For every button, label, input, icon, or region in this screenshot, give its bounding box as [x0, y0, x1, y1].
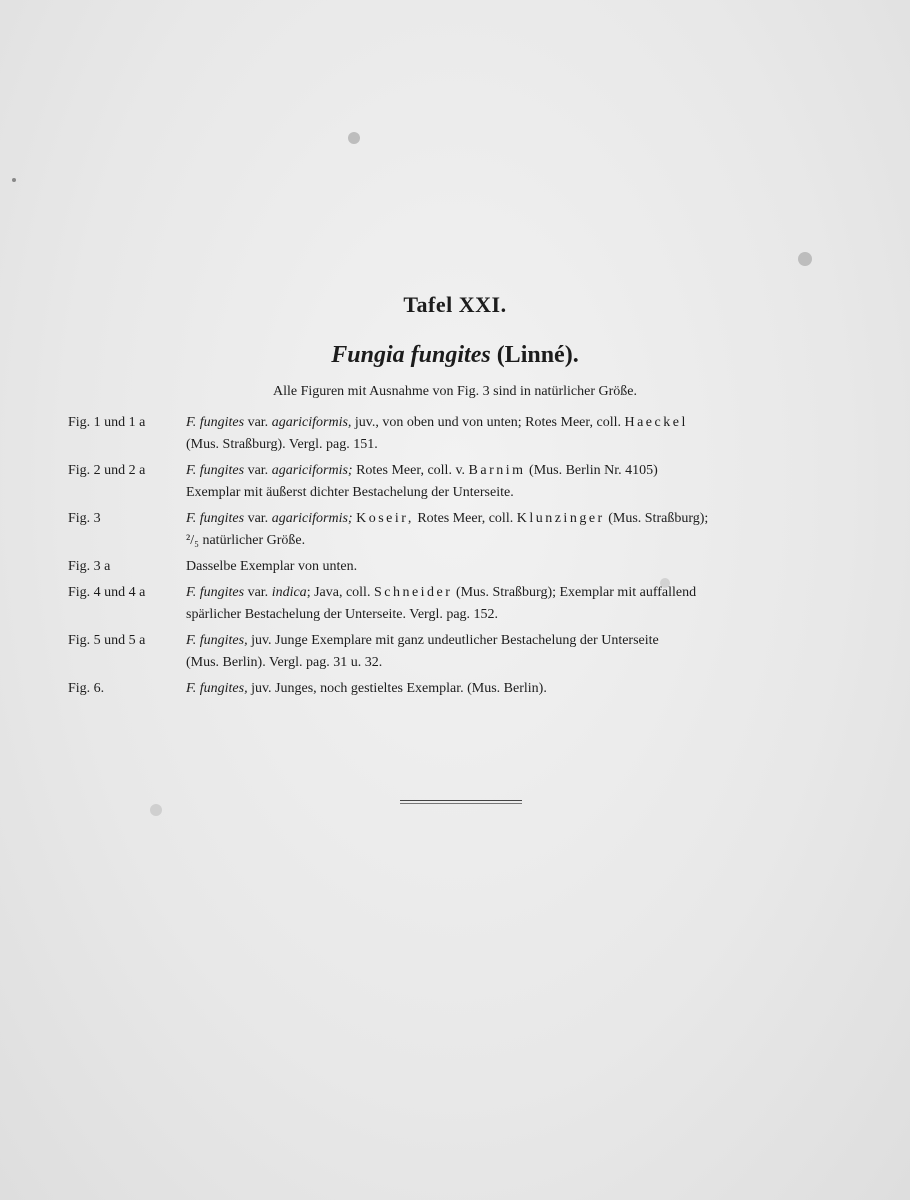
- description-text: juv. Junge Exemplare mit ganz undeutlicher Bestachelung der Unterseite: [247, 633, 659, 648]
- taxon-name: F. fungites,: [186, 681, 248, 696]
- figure-label: Fig. 3 a: [68, 559, 111, 574]
- figure-description-line: [186, 556, 856, 578]
- figure-description: [186, 630, 856, 674]
- figure-entry: [0, 678, 910, 700]
- figure-description-line: [186, 530, 856, 552]
- figure-entry: [0, 556, 910, 578]
- description-text: Dasselbe Exemplar von unten.: [186, 559, 358, 574]
- description-text: var.: [244, 511, 272, 526]
- description-text: (Mus. Berlin Nr. 4105): [525, 463, 658, 478]
- paper-speck: [150, 804, 162, 816]
- figure-label: Fig. 3: [68, 511, 101, 526]
- figure-entry: [0, 460, 910, 504]
- figure-description-line: [186, 630, 856, 652]
- figure-description: [186, 508, 856, 552]
- description-text: ; Java, coll.: [306, 585, 374, 600]
- closing-rule-secondary: [400, 803, 522, 804]
- figure-label: Fig. 5 und 5 a: [68, 633, 146, 648]
- figure-entry: [0, 630, 910, 674]
- spaced-name: Schneider: [373, 585, 453, 600]
- plate-title: Tafel XXI.: [403, 292, 507, 317]
- figure-description: [186, 582, 856, 626]
- figure-description: [186, 460, 856, 504]
- figure-label: Fig. 6.: [68, 681, 105, 696]
- figure-description-line: [186, 460, 856, 482]
- description-text: juv., von oben und von unten; Rotes Meer, coll.: [351, 415, 625, 430]
- taxon-name: indica: [271, 585, 307, 600]
- entry-spacer: [0, 700, 910, 704]
- description-text: (Mus. Straßburg); Exemplar mit auffallend: [452, 585, 697, 600]
- figure-entry: [0, 412, 910, 456]
- paper-speck: [348, 132, 360, 144]
- description-text: var.: [244, 415, 272, 430]
- figure-description-line: [186, 508, 856, 530]
- species-name: Fungia fungites: [331, 342, 491, 368]
- figure-label: Fig. 1 und 1 a: [68, 415, 146, 430]
- description-text: Rotes Meer, coll.: [413, 511, 517, 526]
- figure-description-line: [186, 482, 856, 504]
- description-text: Rotes Meer, coll. v.: [352, 463, 469, 478]
- figure-entry: [0, 582, 910, 626]
- description-text: spärlicher Bestachelung der Unterseite. Vergl. pag. 152.: [186, 607, 499, 622]
- figure-description-line: [186, 582, 856, 604]
- figure-description: [186, 678, 856, 700]
- figure-description-line: [186, 434, 856, 456]
- description-text: var.: [244, 585, 272, 600]
- description-text: juv. Junges, noch gestieltes Exemplar. (Mus. Berlin).: [247, 681, 547, 696]
- figure-label: Fig. 4 und 4 a: [68, 585, 146, 600]
- spaced-name: Barnim: [468, 463, 526, 478]
- taxon-name: F. fungites: [186, 415, 245, 430]
- description-text: (Mus. Straßburg);: [604, 511, 709, 526]
- taxon-name: F. fungites: [186, 463, 245, 478]
- figure-description-line: [186, 412, 856, 434]
- species-title: [0, 342, 910, 369]
- figure-label: Fig. 2 und 2 a: [68, 463, 146, 478]
- taxon-name: F. fungites: [186, 585, 245, 600]
- taxon-name: agariciformis;: [271, 463, 353, 478]
- taxon-name: agariciformis;: [271, 511, 353, 526]
- figure-description: [186, 556, 856, 578]
- paper-speck: [798, 252, 812, 266]
- figure-description: [186, 412, 856, 456]
- taxon-name: F. fungites: [186, 511, 245, 526]
- description-text: (Mus. Berlin). Vergl. pag. 31 u. 32.: [186, 655, 383, 670]
- taxon-name: agariciformis,: [271, 415, 352, 430]
- closing-rule: [400, 800, 522, 801]
- figure-legend: [0, 412, 910, 704]
- spaced-name: Koseir,: [356, 511, 414, 526]
- spaced-name: Klunzinger: [516, 511, 605, 526]
- paper-speck: [12, 178, 16, 182]
- description-text: (Mus. Straßburg). Vergl. pag. 151.: [186, 437, 378, 452]
- description-text: ²/₅ natürlicher Größe.: [186, 533, 306, 548]
- figure-description-line: [186, 652, 856, 674]
- description-text: Exemplar mit äußerst dichter Bestachelung der Unterseite.: [186, 485, 514, 500]
- taxon-name: F. fungites,: [186, 633, 248, 648]
- description-text: var.: [244, 463, 272, 478]
- figure-description-line: [186, 678, 856, 700]
- figure-entry: [0, 508, 910, 552]
- figure-description-line: [186, 604, 856, 626]
- spaced-name: Haeckel: [624, 415, 688, 430]
- species-author: (Linné).: [490, 342, 579, 368]
- size-note: Alle Figuren mit Ausnahme von Fig. 3 sind in natürlicher Größe.: [273, 384, 637, 399]
